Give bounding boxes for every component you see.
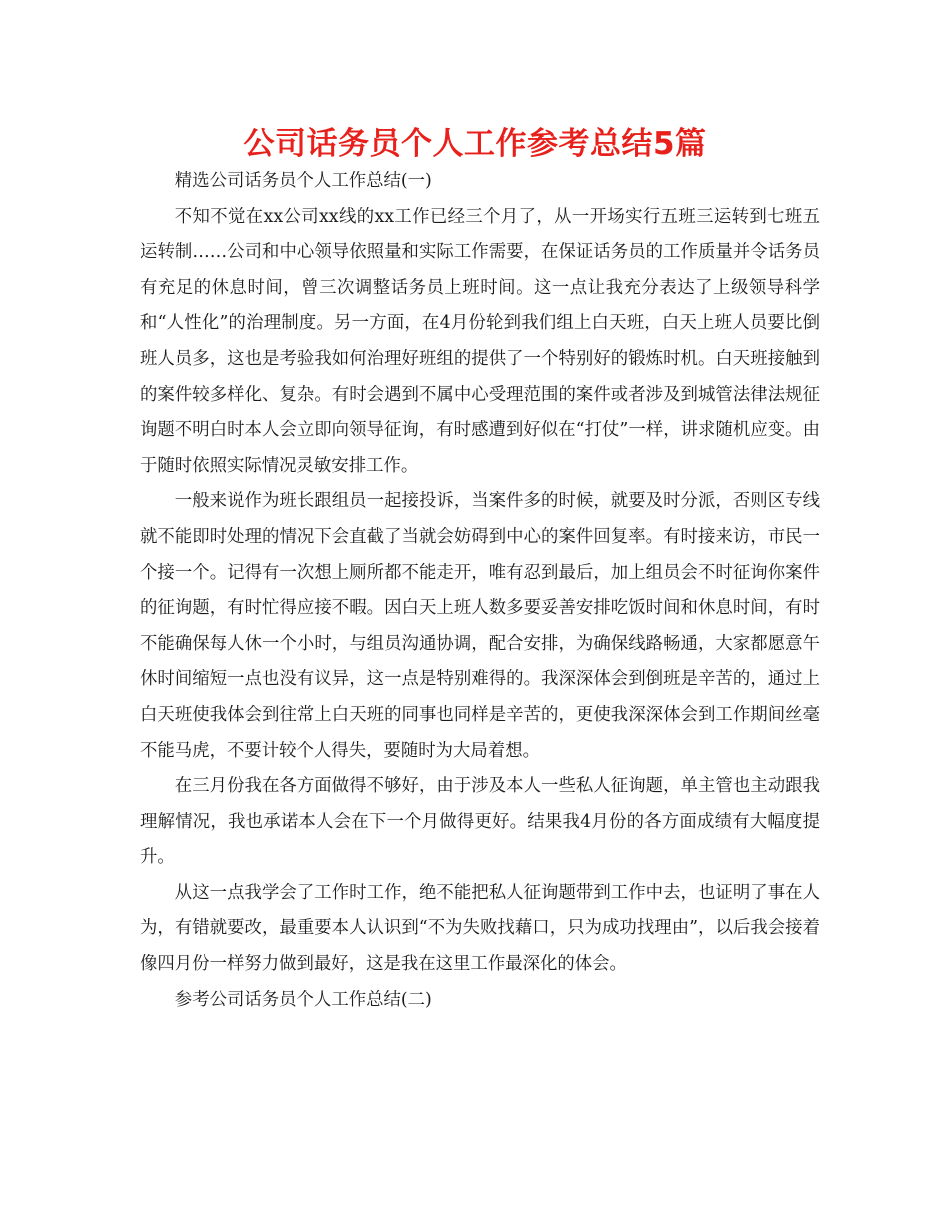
paragraph: 在三月份我在各方面做得不够好，由于涉及本人一些私人征询题，单主管也主动跟我理解情况，我也承诺本人会在下一个月做得更好。结果我4月份的各方面成绩有大幅度提升。 (140, 776, 820, 868)
paragraph: 一般来说作为班长跟组员一起接投诉，当案件多的时候，就要及时分派，否则区专线就不能即时处理的情况下会直截了当就会妨碍到中心的案件回复率。有时接来访，市民一个接一个。记得有一次想上厕所都不能走开，唯有忍到最后，加上组员会不时征询你案件的征询题，有时忙得应接不暇。因白天上班人数多要妥善安排吃饭时间和休息时间，有时不能确保每人休一个小时，与组员沟通协调，配合安排，为确保线路畅通，大家都愿意午休时间缩短一点也没有议异，这一点是特别难得的。我深深体会到倒班是辛苦的，通过上白天班使我体会到往常上白天班的同事也同样是辛苦的，更使我深深体会到工作期间丝毫不能马虎，不要计较个人得失，要随时为大局着想。 (140, 491, 820, 761)
paragraph: 从这一点我学会了工作时工作，绝不能把私人征询题带到工作中去，也证明了事在人为，有错就要改，最重要本人认识到“不为失败找藉口，只为成功找理由”，以后我会接着像四月份一样努力做到最好，这是我在这里工作最深化的体会。 (140, 882, 820, 975)
document-body (140, 164, 820, 1018)
section-heading-1: 精选公司话务员个人工作总结(一) (174, 171, 432, 191)
document-title: 公司话务员个人工作参考总结5篇 (243, 126, 707, 162)
paragraph: 不知不觉在xx公司xx线的xx工作已经三个月了，从一开场实行五班三运转到七班五运转制……公司和中心领导依照量和实际工作需要，在保证话务员的工作质量并令话务员有充足的休息时间，曾三次调整话务员上班时间。这一点让我充分表达了上级领导科学和“人性化”的治理制度。另一方面，在4月份轮到我们组上白天班，白天上班人员要比倒班人员多，这也是考验我如何治理好班组的提供了一个特别好的锻炼时机。白天班接触到的案件较多样化、复杂。有时会遇到不属中心受理范围的案件或者涉及到城管法律法规征询题不明白时本人会立即向领导征询，有时感遭到好似在“打仗”一样，讲求随机应变。由于随时依照实际情况灵敏安排工作。 (140, 206, 820, 476)
section-heading-2: 参考公司话务员个人工作总结(二) (174, 989, 432, 1010)
